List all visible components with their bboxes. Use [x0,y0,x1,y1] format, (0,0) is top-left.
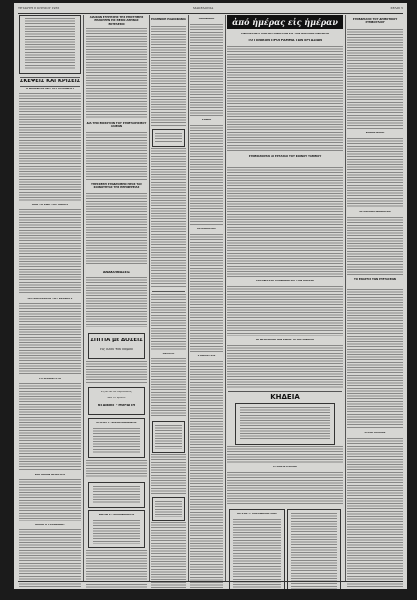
advertisement [88,387,145,415]
column-6 [347,15,403,581]
notice-heading: ΙΑΤΡΟΣ Γ. ΠΑΠΑΔΟΠΟΥΛΟΣ [237,513,277,515]
article-heading: ΑΙΑΙΧΩΝ ΕΞΗΓΗΣΕΙΣ ΤΗΣ ΕΠΙΣΤΗΜΗΣ ΕΠΑΝΗΞΕΝ ΕΙΣ ΘΕΣΙΝ ΑΘΗΝΑΣ ΕΚΤΕΛΕΣΙΝ [89,16,144,26]
column-3 [151,15,186,581]
newspaper-page [14,3,407,589]
article-heading: ΟΙ ΔΡΟΜΟΛΟΓΙΟΝ ΖΩΗΝ ΤΗ ΚΑΤΑΝΟΜΗ [255,339,315,341]
ad-headline: ΙΩΣΗΦ Ε. ΠΑΠΑΝΙΚΟΛΗΣ [98,514,135,516]
article-heading: ΠΡΟΣΚΛΗΣΙΣ [197,228,216,230]
article-heading: ΚΑΘΑΡΙΣΜΟΙ [365,132,385,134]
article-heading: ΣΥΝΕΛΕΥΣΙΣ [197,355,216,357]
column-5 [227,15,343,581]
funeral-heading: ΚΗΔΕΙΑ [270,394,300,401]
advertisement [88,482,145,508]
ad-headline: ΙΑΤΡΟΣ Γ. ΚΑΛΟΓΙΑΝΝΑΚΗΣ [96,422,137,424]
article-heading: ΣΥΝΕΧΙΖΟΝΤΑΙ ΑΙ ΕΡΓΑΣΙΑΙ ΤΟΥ ΚΟΙΝΟΥ ΤΑΜΕΙΟΥ [248,155,322,158]
column-1 [19,15,81,581]
article-heading: ΟΙ ΘΕΡΙΝΑΙ ΔΙΑΚΟΠΑΙ [359,211,391,213]
advertisement [88,510,145,548]
article-heading: ΑΘΗΝΑΙΚΑ [198,18,215,20]
article-heading: ΑΠΟ ΤΗ ΖΩΗ ΤΗΣ ΠΟΛΗΣ [31,204,69,206]
header-date: ΤΕΤΑΡΤΗ 8 ΙΟΥΝΙΟΥ 1955 [18,6,60,10]
article-heading: ΑΝΑΚΟΙΝΩΣΕΙΣ [102,271,131,274]
ad-headline: Ζητείται αντιπρόσωπος [100,391,133,393]
article-heading: ΤΟ ΕΝΑΡΞΙΣ ΤΩΝ ΕΞΕΤΑΣΕΩΝ [354,278,396,281]
ad-subline: εἰς ὅλον τὸν Νομόν [100,348,133,351]
article-heading: ΤΑ ΣΠΑΝΙΑ ΕΤΗ [38,378,62,380]
article-heading: ΕΥΧΑΡΙΣΤΗΡΙΟΝ [273,466,297,468]
article-heading: ΕΛΛΗΝΙΚΗ ΡΑΔΙΟΦΩΝΙΑ [151,18,186,21]
advertisement [88,333,145,359]
article-heading: ΣΟΦΙΑ [201,119,212,121]
article-heading: ΕΝΗΜΕΡΩΣΗ ΤΩΝ ΜΕΤΑΝΑΣΤΩΝ ΕΙΣ ΤΗΝ ΒΟΡΕΙΟΝ ΑΦΡΙΚΗΝ [241,33,329,35]
header-page-number: ΣΕΛΙΣ 5 [390,6,403,10]
header-paper-name: ΜΑΚΕΔΟΝΙΑ [193,6,214,10]
ad-product: ΝΤΑΙΒΙΝΤ - ΜΟΡΑΙΤΗ [97,404,136,407]
ad-headline: ΣΠΙΤΙΑ με ΔΟΣΕΙΣ [90,338,143,343]
article-heading: ΚΑΙ ΠΑΛΙΝ ΟΡΘΟΤΗΣ [34,474,66,476]
article-heading: ΑΛΛΑΓΗ ΤΡΙΑΝΑΝΟΥ [35,524,65,526]
article-heading: Ο ΕΟΡΤΑΣΜΟΣ [364,432,386,434]
article-heading: ΑΛ ΠΑΡΑΛΛΑΓΑΙ ΤΟΥ ΚΕΡΔΟΥΣ [27,298,73,300]
article-heading: Η ΦΙΛΟΦΡΟΣΥΝΗ ΤΟΥ ΠΡΟΕΔΡΟΥ [25,88,75,90]
article-heading: ΘΕΑΤΡΑ [162,353,175,355]
column-4 [190,15,223,581]
column-title: ΣΚΕΨΕΙΣ ΚΑΙ ΚΡΙΣΕΙΣ [19,79,81,84]
article-heading: ΥΠΕΣΧΕΘΗ ΣΥΝΔΡΟΜΗΝ ΠΡΟΣ ΤΑΣ ΚΟΙΝΟΤΗΤΑΣ ΤΗΣ ΠΕΡΙΦΕΡΕΙΑΣ [91,183,142,190]
advertisement [88,418,145,458]
article-heading: ΔΙΑ ΤΗΝ ΕΝΙΣΧΥΣΙΝ ΤΟΥ ΣΥΝΕΤΑΙΡΙΣΜΟΥ ΑΛΙΕΩΝ [86,122,147,129]
article-heading: ΣΥΝΕΔΡΙΑΣΙΣ ΤΟΥ ΔΗΜΟΤΙΚΟΥ ΣΥΜΒΟΥΛΙΟΥ [352,18,398,25]
article-subheading: ΤΟ ΓΕΝΙΚΟΝ ΠΡΟΓΡΑΜΜΑ ΤΩΝ ΕΡΓΑΣΙΩΝ [248,39,322,42]
column-banner: ἀπό ἡμέρας εἰς ἡμέραν [227,15,343,29]
page-header [18,4,403,12]
column-2 [86,15,147,581]
article-heading: ΠΕΡΙΦΕΡΕΙΑ ΤΕΧΝΙΚΩΝ ΕΙΣ ΤΗΝ ΠΟΛΗΝ [256,280,314,282]
ad-subline: Διά τό προϊόν [107,397,126,399]
